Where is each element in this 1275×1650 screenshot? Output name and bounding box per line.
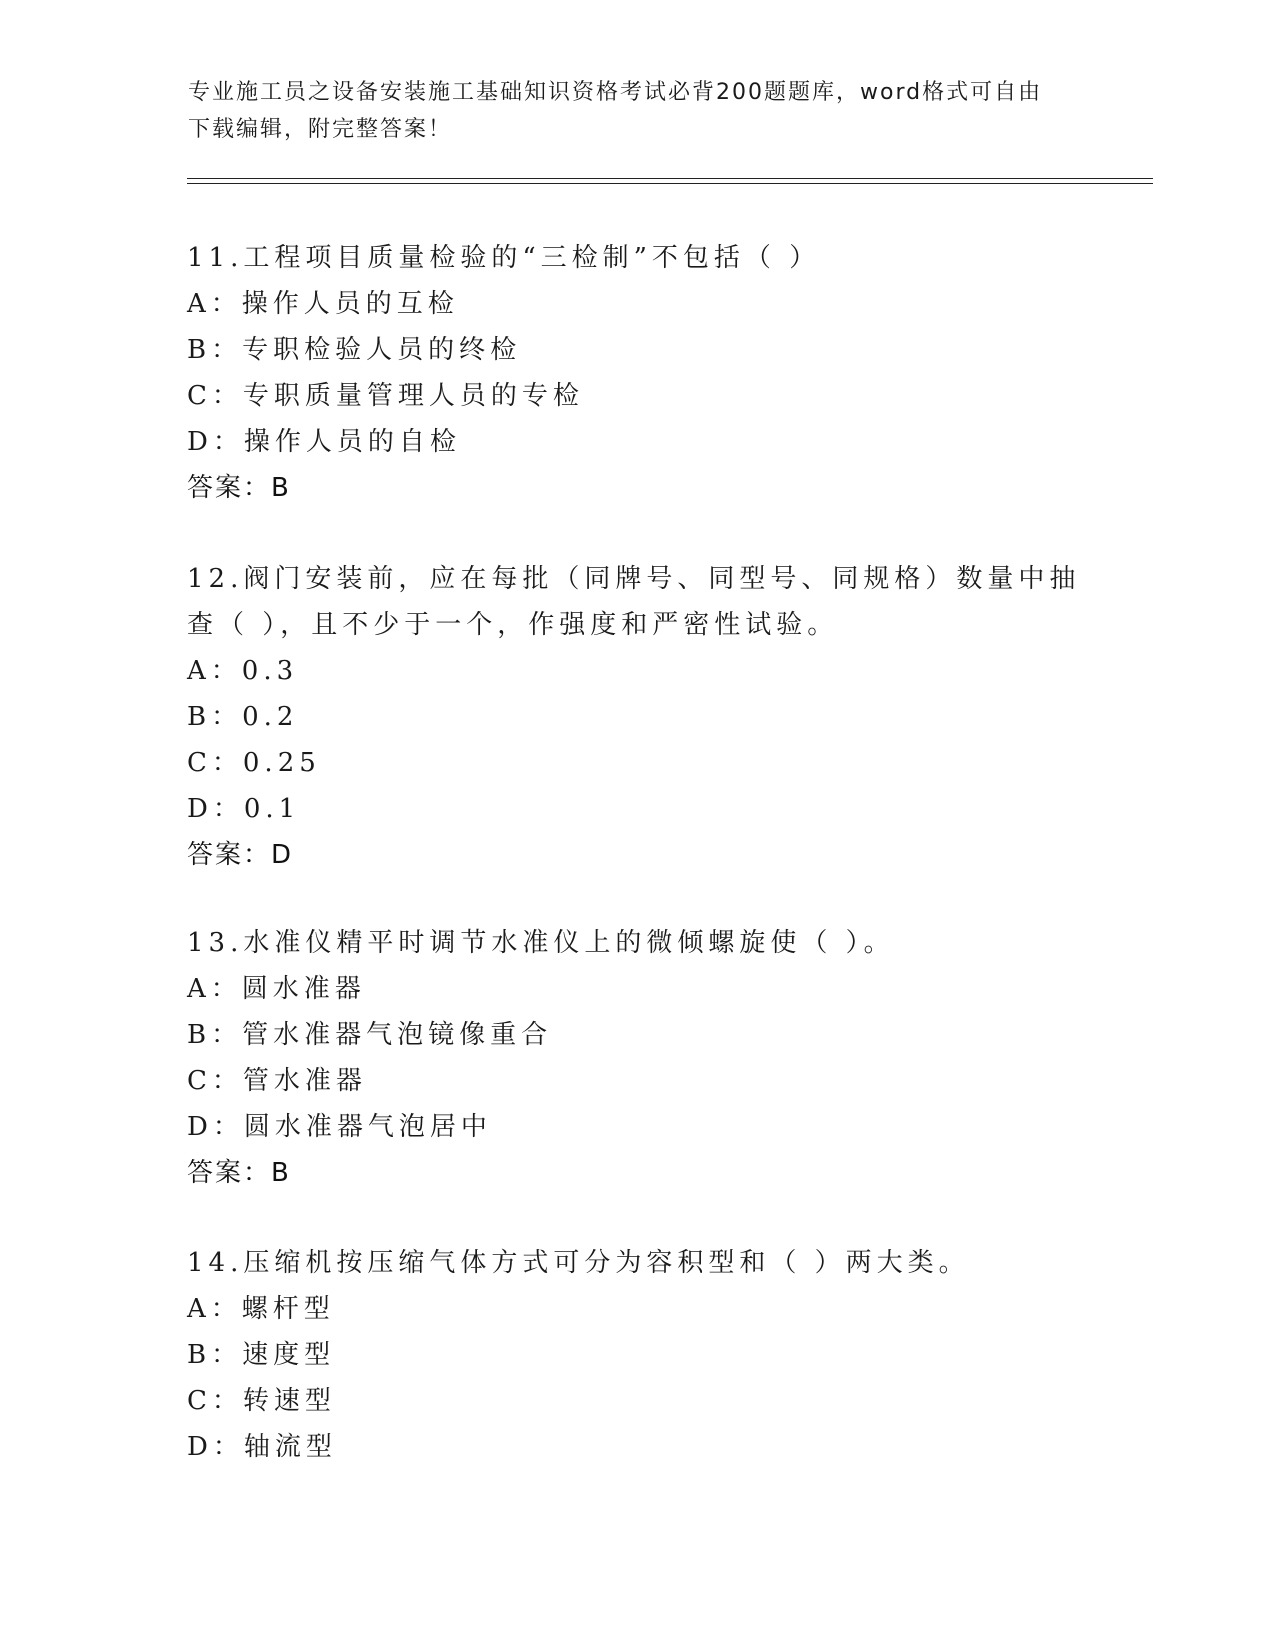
question-stem: 11.工程项目质量检验的“三检制”不包括（ ） bbox=[187, 243, 821, 273]
option-c: C：0.25 bbox=[187, 748, 321, 778]
question-13 bbox=[187, 920, 1087, 1196]
option-a: A：圆水准器 bbox=[187, 974, 366, 1004]
answer-key: 答案：B bbox=[187, 473, 291, 503]
option-b: B：0.2 bbox=[187, 702, 299, 732]
option-d: D：操作人员的自检 bbox=[187, 427, 461, 457]
header-divider-top bbox=[187, 178, 1153, 179]
question-12 bbox=[187, 556, 1087, 878]
option-b: B：速度型 bbox=[187, 1340, 336, 1370]
option-c: C：管水准器 bbox=[187, 1066, 367, 1096]
option-b: B：管水准器气泡镜像重合 bbox=[187, 1020, 553, 1050]
document-header bbox=[188, 74, 1068, 148]
header-divider-bottom bbox=[187, 183, 1153, 184]
option-d: D：0.1 bbox=[187, 794, 301, 824]
option-d: D：轴流型 bbox=[187, 1432, 337, 1462]
answer-key: 答案：B bbox=[187, 1158, 291, 1188]
option-c: C：专职质量管理人员的专检 bbox=[187, 381, 584, 411]
option-c: C：转速型 bbox=[187, 1386, 336, 1416]
option-d: D：圆水准器气泡居中 bbox=[187, 1112, 492, 1142]
answer-key: 答案：D bbox=[187, 840, 294, 870]
option-b: B：专职检验人员的终检 bbox=[187, 335, 522, 365]
question-stem: 13.水准仪精平时调节水准仪上的微倾螺旋使（ ）。 bbox=[187, 928, 895, 958]
option-a: A：操作人员的互检 bbox=[187, 289, 459, 319]
question-stem: 12.阀门安装前，应在每批（同牌号、同型号、同规格）数量中抽查（ ），且不少于一个，作强度和严密性试验。 bbox=[187, 564, 1081, 640]
header-line-2: 下载编辑，附完整答案！ bbox=[188, 117, 453, 142]
question-stem: 14.压缩机按压缩气体方式可分为容积型和（ ）两大类。 bbox=[187, 1248, 970, 1278]
question-14 bbox=[187, 1240, 1087, 1470]
question-11 bbox=[187, 235, 1087, 511]
option-a: A：螺杆型 bbox=[187, 1294, 335, 1324]
header-line-1: 专业施工员之设备安装施工基础知识资格考试必背200题题库，word格式可自由 bbox=[188, 80, 1043, 105]
option-a: A：0.3 bbox=[187, 656, 299, 686]
